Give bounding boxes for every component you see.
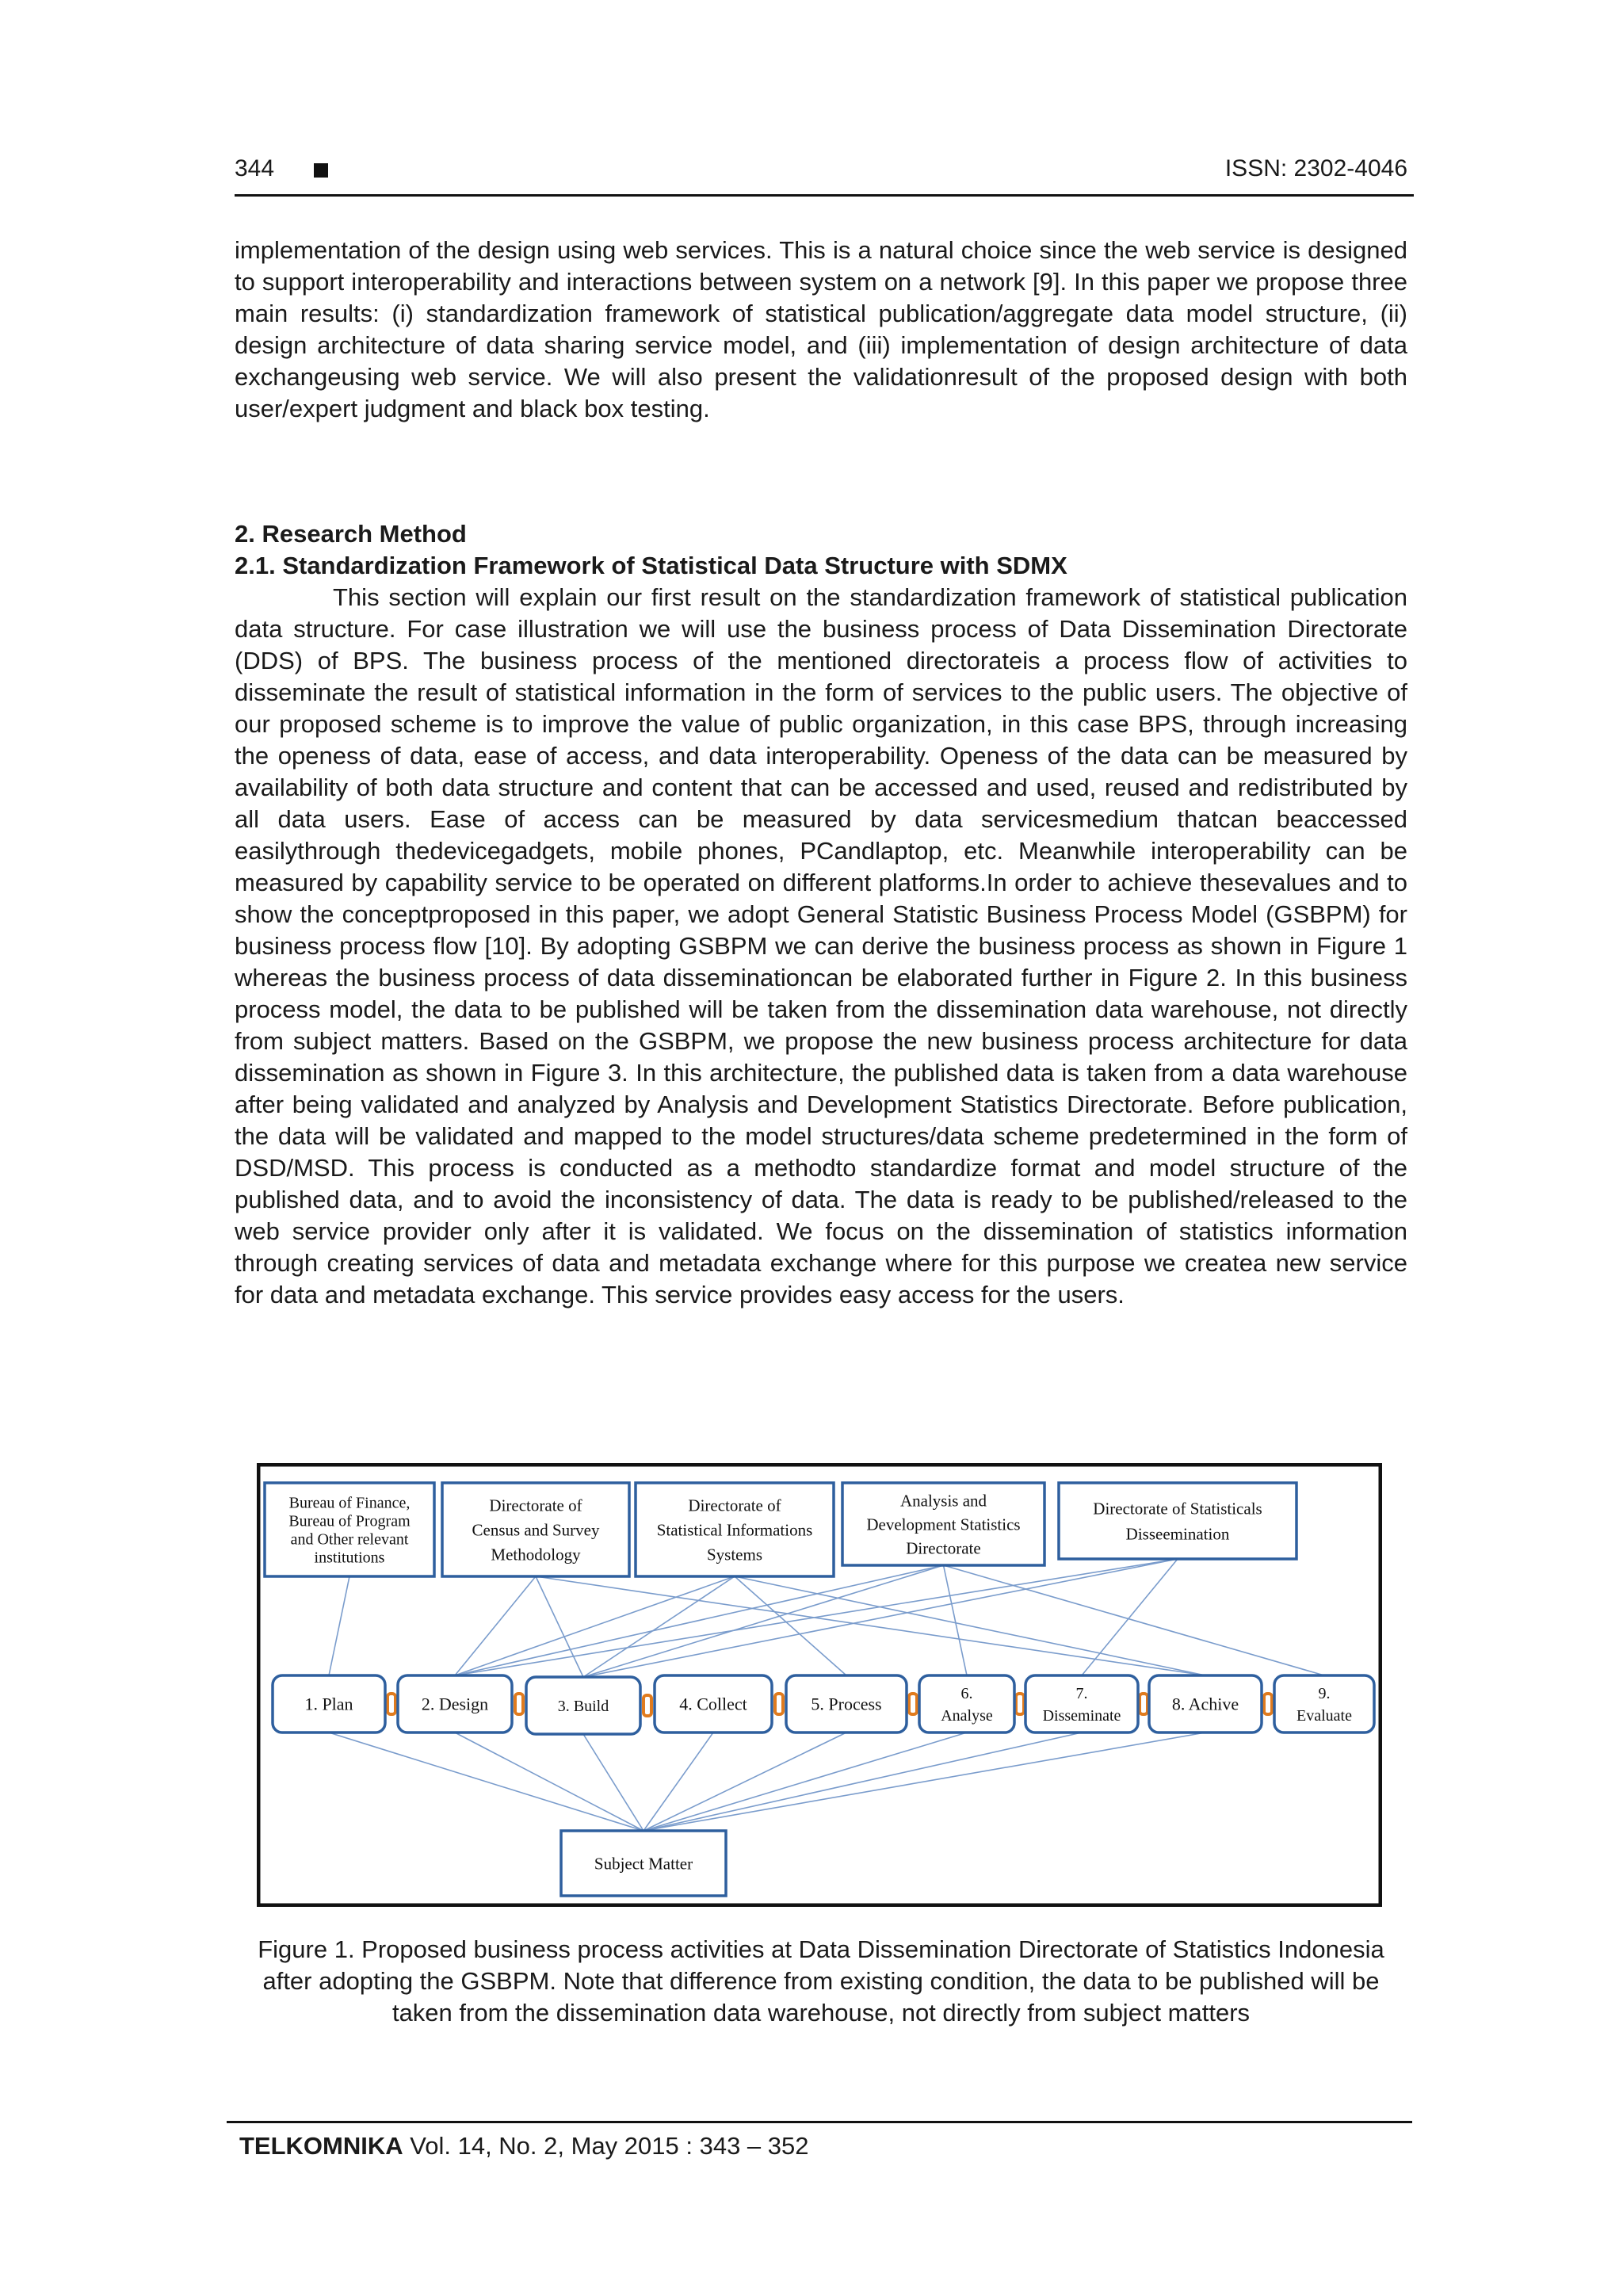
gsbpm-step-s7-label: 7. xyxy=(1075,1685,1088,1702)
gsbpm-step-s4 xyxy=(655,1675,772,1733)
subsection-heading: 2.1. Standardization Framework of Statistical Data Structure with SDMX xyxy=(235,552,1067,579)
gsbpm-step-s3-label: 3. Build xyxy=(557,1698,609,1715)
gsbpm-step-s9 xyxy=(1274,1675,1374,1733)
gsbpm-step-s9-label: Evaluate xyxy=(1296,1707,1352,1725)
gsbpm-step-s8 xyxy=(1149,1675,1262,1733)
gsbpm-step-s7-label: Disseminate xyxy=(1042,1707,1121,1725)
directorate-box-d2-label: Directorate of xyxy=(489,1496,582,1515)
gsbpm-step-s9-label: 9. xyxy=(1318,1685,1331,1702)
directorate-box-d5-label: Directorate of Statisticals xyxy=(1093,1499,1262,1519)
intro-paragraph: implementation of the design using web services. This is a natural choice since the web service is designed to support interoperability and interactions between system on a network [9]. In this paper we propose three main results: (i) standardization framework of statistical publication/aggregate data model structure, (ii) design architecture of data sharing service model, and (iii) implementation of design architecture of data exchangeusing web service. We will also present the validationresult of the proposed design with both user/expert judgment and black box testing. xyxy=(235,236,1407,422)
directorate-box-d4 xyxy=(842,1483,1044,1565)
directorate-box-d4-label: Directorate xyxy=(906,1538,981,1558)
gsbpm-step-s6-label: Analyse xyxy=(941,1707,993,1725)
gsbpm-step-s3 xyxy=(526,1677,640,1734)
directorate-box-d4-label: Development Statistics xyxy=(866,1515,1021,1534)
directorate-box-d5 xyxy=(1059,1483,1296,1559)
directorate-box-d4-label: Analysis and xyxy=(899,1491,987,1511)
step-connector xyxy=(515,1694,523,1714)
page-number: 344 xyxy=(235,155,275,181)
step-connector xyxy=(909,1694,917,1714)
issn: ISSN: 2302-4046 xyxy=(1224,155,1407,181)
directorate-box-d2 xyxy=(442,1483,629,1576)
directorate-box-d2-label: Methodology xyxy=(491,1545,581,1564)
directorate-box-d2-label: Census and Survey xyxy=(472,1520,600,1540)
gsbpm-step-s5 xyxy=(786,1675,907,1733)
gsbpm-step-s5-label: 5. Process xyxy=(811,1694,882,1714)
directorate-box-d3-label: Systems xyxy=(706,1545,763,1564)
gsbpm-step-s8-label: 8. Achive xyxy=(1171,1694,1239,1714)
directorate-box-d3 xyxy=(636,1483,834,1576)
step-connector xyxy=(1264,1694,1272,1714)
header-square-marker xyxy=(314,163,328,178)
figure-caption: Figure 1. Proposed business process activities at Data Dissemination Directorate of Statistics Indonesia after adopting the GSBPM. Note that difference from existing condition, the data to be published will be taken from the dissemination data warehouse, not directly from subject matters xyxy=(258,1935,1384,2027)
gsbpm-step-s1 xyxy=(273,1675,385,1733)
step-connector xyxy=(388,1694,395,1714)
figure-1-diagram xyxy=(257,1463,1382,1907)
directorate-box-d1-label: Bureau of Program xyxy=(288,1512,411,1530)
step-connector xyxy=(775,1694,783,1714)
gsbpm-step-s2 xyxy=(398,1675,512,1733)
page-header xyxy=(235,155,1407,195)
gsbpm-step-s4-label: 4. Collect xyxy=(679,1694,747,1714)
directorate-box-d1-label: and Other relevant xyxy=(290,1530,409,1549)
journal-details: Vol. 14, No. 2, May 2015 : 343 – 352 xyxy=(403,2132,809,2160)
step-connector xyxy=(1016,1694,1024,1714)
directorate-box-d5-border xyxy=(1059,1483,1296,1559)
subject-matter-box-label: Subject Matter xyxy=(594,1854,693,1874)
step-connector xyxy=(1140,1694,1148,1714)
directorate-box-d1-label: institutions xyxy=(314,1549,385,1567)
gsbpm-step-s6 xyxy=(919,1675,1014,1733)
section-paragraph: This section will explain our first result on the standardization framework of statistical publication data structure. For case illustration we will use the business process of Data Dissemination Directorate (DDS) of BPS. The business process of the mentioned directorateis a process flow of activities to disseminate the result of statistical information in the form of services to the public users. The objective of our proposed scheme is to improve the value of public organization, in this case BPS, through increasing the openess of data, ease of access, and data interoperability. Openess of the data can be measured by availability of both data structure and content that can be accessed and used, reused and redistributed by all data users. Ease of access can be measured by data servicesmedium thatcan beaccessed easilythrough thedevicegadgets, mobile phones, PCandlaptop, etc. Meanwhile interoperability can be measured by capability service to be operated on different platforms.In order to achieve thesevalues and to show the conceptproposed in this paper, we adopt General Statistic Business Process Model (GSBPM) for business process flow [10]. By adopting GSBPM we can derive the business process as shown in Figure 1 whereas the business process of data disseminationcan be elaborated further in Figure 2. In this business process model, the data to be published will be taken from the dissemination data warehouse, not directly from subject matters. Based on the GSBPM, we propose the new business process architecture for data dissemination as shown in Figure 3. In this architecture, the published data is taken from a data warehouse after being validated and analyzed by Analysis and Development Statistics Directorate. Before publication, the data will be validated and mapped to the model structures/data scheme predetermined in the form of DSD/MSD. This process is conducted as a methodto standardize format and model structure of the published data, and to avoid the inconsistency of data. The data is ready to be published/released to the web service provider only after it is validated. We focus on the dissemination of statistics information through creating services of data and metadata exchange where for this purpose we createa new service for data and metadata exchange. This service provides easy access for the users. xyxy=(235,583,1407,1308)
header-rule xyxy=(235,194,1414,197)
section-heading: 2. Research Method xyxy=(235,520,467,548)
directorate-box-d5-label: Disseemination xyxy=(1125,1524,1230,1544)
directorate-box-d3-label: Statistical Informations xyxy=(656,1520,813,1540)
footer-rule xyxy=(227,2121,1412,2123)
gsbpm-step-s1-label: 1. Plan xyxy=(304,1694,353,1714)
directorate-box-d1-label: Bureau of Finance, xyxy=(288,1494,411,1512)
gsbpm-step-s6-label: 6. xyxy=(960,1685,973,1702)
step-connector xyxy=(643,1695,651,1716)
journal-name: TELKOMNIKA xyxy=(239,2132,403,2160)
directorate-box-d3-label: Directorate of xyxy=(688,1496,781,1515)
gsbpm-step-s7 xyxy=(1025,1675,1138,1733)
subject-matter-box xyxy=(561,1831,726,1896)
gsbpm-step-s2-label: 2. Design xyxy=(421,1694,489,1714)
directorate-box-d1 xyxy=(265,1483,434,1576)
page-footer xyxy=(239,2130,809,2162)
